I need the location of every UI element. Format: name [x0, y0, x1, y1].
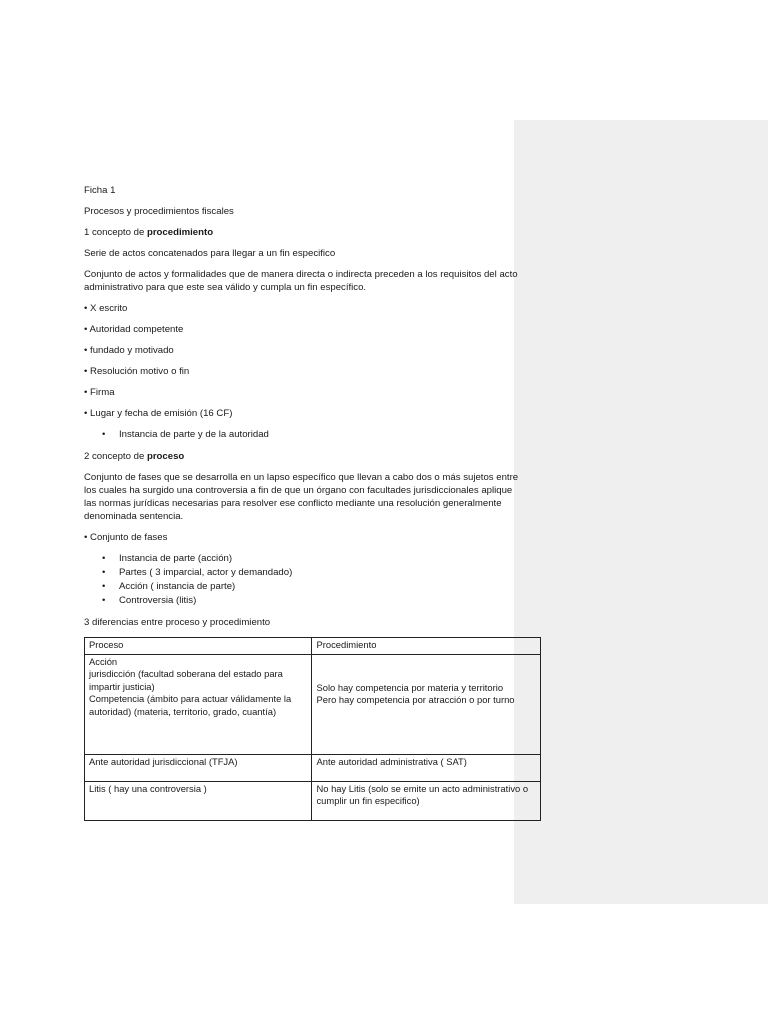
cell-line: Acción [89, 655, 118, 667]
section-3-title: 3 diferencias entre proceso y procedimiento [84, 617, 271, 628]
list-item-text: Partes ( 3 imparcial, actor y demandado) [119, 567, 293, 578]
s1-bullet: • Resolución motivo o fin [84, 366, 190, 377]
list-item [84, 594, 524, 608]
cell-line: Pero hay competencia por atracción o por turno [316, 694, 515, 705]
section-1-definition-1: Serie de actos concatenados para llegar a un fin especifico [84, 248, 336, 259]
bullet-icon: • [102, 567, 106, 578]
section-2-prefix: 2 concepto de [84, 451, 147, 462]
s1-bullet: • Autoridad competente [84, 324, 184, 335]
doc-heading: Ficha 1 [84, 185, 116, 196]
list-item-text: Instancia de parte y de la autoridad [119, 429, 269, 440]
table-header-row [85, 638, 541, 655]
section-2-keyword: proceso [146, 451, 185, 462]
table-row [85, 781, 541, 820]
list-item [84, 566, 524, 580]
s2-bullet: • Conjunto de fases [84, 532, 168, 543]
table-row [85, 754, 541, 781]
doc-subject: Procesos y procedimientos fiscales [84, 206, 234, 217]
section-2-definition: Conjunto de fases que se desarrolla en un lapso específico que llevan a cabo dos o más sujetos entre los cuales ha surgido una controversia a fin de que un órgano con facultades jurisdiccionales aplique las normas jurídicas necesarias para resolver ese conflicto mediante una resolución generalmente denominada sentencia. [84, 472, 519, 522]
comment-pane [514, 120, 768, 904]
s2-sub-list [84, 552, 524, 608]
table-cell: Litis ( hay una controversia ) [85, 781, 312, 820]
table-row [85, 654, 541, 754]
s1-bullet: • Firma [84, 387, 115, 398]
list-item [84, 580, 524, 594]
table-header-cell: Procedimiento [312, 638, 541, 655]
table-cell: Ante autoridad administrativa ( SAT) [312, 754, 541, 781]
list-item [84, 552, 524, 566]
s1-bullet: • Lugar y fecha de emisión (16 CF) [84, 408, 233, 419]
list-item-text: Controversia (litis) [119, 595, 197, 606]
section-2-title [84, 450, 524, 463]
section-1-definition-2: Conjunto de actos y formalidades que de manera directa o indirecta preceden a los requisitos del acto administrativo para que este sea válido y cumpla un fin específico. [84, 269, 518, 293]
bullet-icon: • [102, 429, 106, 440]
table-header-cell: Proceso [85, 638, 312, 655]
table-cell [312, 654, 541, 754]
s1-bullet: • fundado y motivado [84, 345, 174, 356]
section-1-prefix: 1 concepto de [84, 227, 147, 238]
list-item-text: Acción ( instancia de parte) [119, 581, 236, 592]
table-cell: Ante autoridad jurisdiccional (TFJA) [85, 754, 312, 781]
table-cell [85, 654, 312, 754]
cell-line: jurisdicción (facultad soberana del estado para impartir justicia) [89, 668, 283, 692]
s1-bullet: • X escrito [84, 303, 128, 314]
s1-sub-list [84, 428, 524, 442]
list-item-text: Instancia de parte (acción) [119, 553, 233, 564]
bullet-icon: • [102, 553, 106, 564]
bullet-icon: • [102, 581, 106, 592]
section-1-keyword: procedimiento [146, 227, 214, 238]
document-page [84, 184, 529, 821]
bullet-icon: • [102, 595, 106, 606]
list-item [84, 428, 524, 442]
differences-table [84, 637, 541, 821]
section-1-title [84, 226, 524, 239]
cell-line: Competencia (ámbito para actuar válidamente la autoridad) (materia, territorio, grado, cuantía) [89, 693, 292, 717]
cell-line: Solo hay competencia por materia y territorio [316, 681, 504, 693]
table-cell: No hay Litis (solo se emite un acto administrativo o cumplir un fin especifico) [312, 781, 541, 820]
